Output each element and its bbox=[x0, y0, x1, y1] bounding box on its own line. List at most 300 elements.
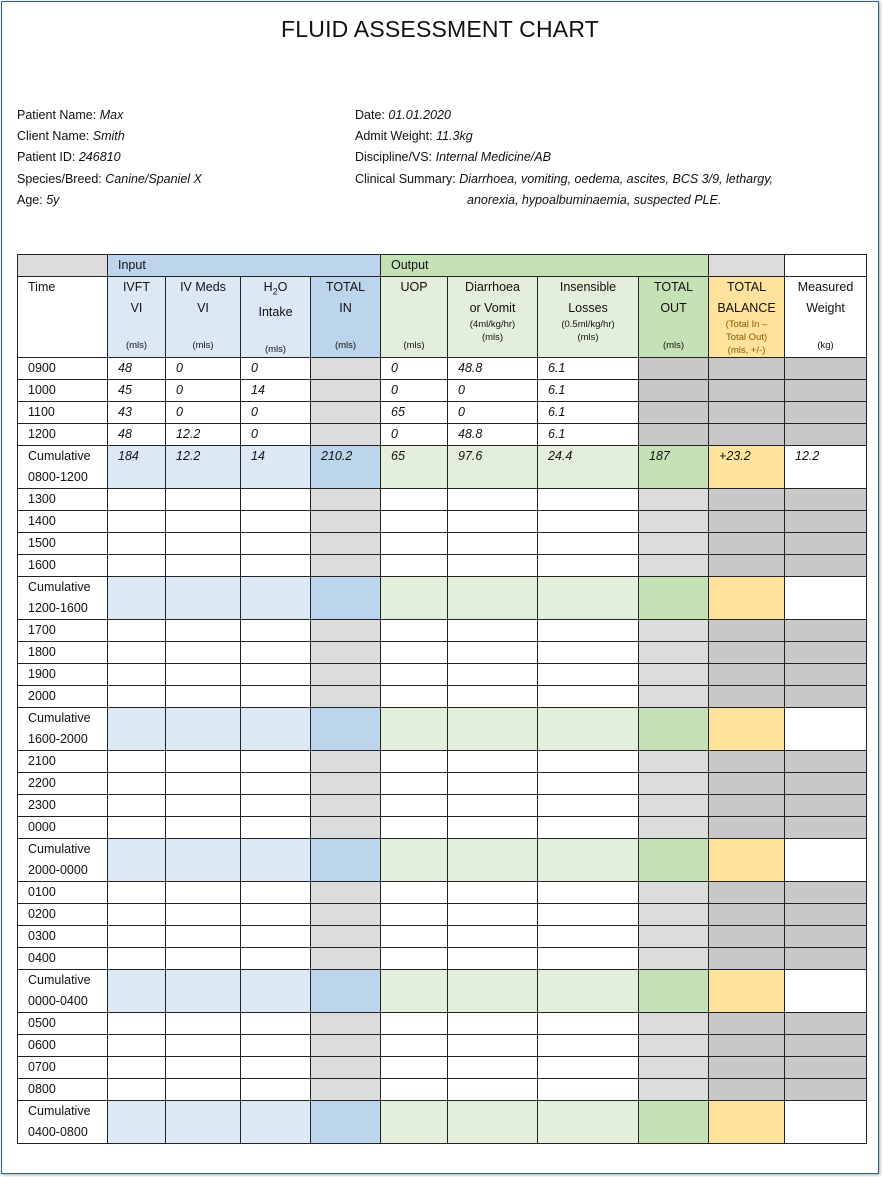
uop-cell[interactable] bbox=[381, 1079, 448, 1101]
cumulative-label bbox=[18, 577, 108, 620]
diarrhoea-vomit-cell[interactable] bbox=[448, 511, 538, 533]
total-in-cell bbox=[311, 686, 381, 708]
cumulative-dv-cell[interactable] bbox=[448, 708, 538, 751]
ivmeds-cell[interactable] bbox=[166, 620, 241, 642]
h2o-cell[interactable] bbox=[241, 751, 311, 773]
cumulative-dv-cell[interactable] bbox=[448, 970, 538, 1013]
uop-cell[interactable] bbox=[381, 926, 448, 948]
table-row bbox=[18, 358, 867, 380]
ivft-cell[interactable] bbox=[108, 773, 166, 795]
uop-cell[interactable] bbox=[381, 555, 448, 577]
cumulative-balance-cell[interactable] bbox=[709, 839, 785, 882]
h2o-cell[interactable]: 0 bbox=[241, 424, 311, 446]
cumulative-ivmeds-cell[interactable] bbox=[166, 970, 241, 1013]
blank-cell bbox=[709, 255, 785, 277]
table-row bbox=[18, 686, 867, 708]
diarrhoea-vomit-cell[interactable]: 0 bbox=[448, 402, 538, 424]
balance-cell bbox=[709, 642, 785, 664]
insensible-cell[interactable] bbox=[538, 904, 639, 926]
uop-cell[interactable] bbox=[381, 1013, 448, 1035]
cumulative-ins-cell[interactable]: 24.4 bbox=[538, 446, 639, 489]
total-out-cell bbox=[639, 402, 709, 424]
cumulative-total-in-cell[interactable]: 210.2 bbox=[311, 446, 381, 489]
total-out-cell bbox=[639, 926, 709, 948]
ivmeds-cell[interactable] bbox=[166, 795, 241, 817]
balance-cell bbox=[709, 882, 785, 904]
ivmeds-cell[interactable]: 12.2 bbox=[166, 424, 241, 446]
ivft-cell[interactable] bbox=[108, 1035, 166, 1057]
ivmeds-cell[interactable]: 0 bbox=[166, 358, 241, 380]
diarrhoea-vomit-cell[interactable] bbox=[448, 817, 538, 839]
uop-cell[interactable]: 0 bbox=[381, 380, 448, 402]
cumulative-ivft-cell[interactable] bbox=[108, 970, 166, 1013]
ivmeds-cell[interactable] bbox=[166, 642, 241, 664]
cumulative-weight-cell[interactable] bbox=[785, 1101, 867, 1144]
ivft-cell[interactable] bbox=[108, 642, 166, 664]
diarrhoea-vomit-cell[interactable] bbox=[448, 1057, 538, 1079]
label: Date: bbox=[355, 108, 385, 122]
total-out-cell bbox=[639, 751, 709, 773]
diarrhoea-vomit-cell[interactable] bbox=[448, 1035, 538, 1057]
h2o-cell[interactable]: 0 bbox=[241, 358, 311, 380]
total-in-cell bbox=[311, 402, 381, 424]
header-line: IV Meds bbox=[180, 280, 226, 294]
total-in-cell bbox=[311, 380, 381, 402]
uop-header bbox=[381, 277, 448, 358]
cumulative-label-line2: 0800-1200 bbox=[28, 470, 88, 484]
diarrhoea-vomit-cell[interactable] bbox=[448, 686, 538, 708]
ivft-cell[interactable] bbox=[108, 1079, 166, 1101]
uop-cell[interactable] bbox=[381, 511, 448, 533]
h2o-cell[interactable]: 0 bbox=[241, 402, 311, 424]
balance-cell bbox=[709, 817, 785, 839]
cumulative-label bbox=[18, 1101, 108, 1144]
cumulative-weight-cell[interactable] bbox=[785, 970, 867, 1013]
diarrhoea-vomit-cell[interactable] bbox=[448, 533, 538, 555]
cumulative-balance-cell[interactable] bbox=[709, 577, 785, 620]
date-row bbox=[355, 105, 773, 126]
fluid-chart-page bbox=[1, 1, 879, 1174]
ivft-cell[interactable] bbox=[108, 948, 166, 970]
h2o-cell[interactable] bbox=[241, 489, 311, 511]
uop-cell[interactable] bbox=[381, 642, 448, 664]
label: Patient Name: bbox=[17, 108, 97, 122]
weight-cell bbox=[785, 795, 867, 817]
date: 01.01.2020 bbox=[388, 108, 451, 122]
weight-cell bbox=[785, 424, 867, 446]
header-line: O bbox=[277, 280, 288, 294]
ivmeds-cell[interactable] bbox=[166, 751, 241, 773]
h2o-cell[interactable] bbox=[241, 555, 311, 577]
cumulative-balance-cell[interactable] bbox=[709, 1101, 785, 1144]
ivft-cell[interactable] bbox=[108, 751, 166, 773]
diarrhoea-vomit-cell[interactable] bbox=[448, 773, 538, 795]
cumulative-total-in-cell[interactable] bbox=[311, 970, 381, 1013]
uop-cell[interactable] bbox=[381, 795, 448, 817]
total-out-cell bbox=[639, 664, 709, 686]
patient-info bbox=[17, 105, 202, 211]
header-line: TOTAL bbox=[653, 280, 694, 294]
h2o-cell[interactable] bbox=[241, 1013, 311, 1035]
summary-row-2 bbox=[355, 190, 773, 211]
ivmeds-cell[interactable]: 0 bbox=[166, 380, 241, 402]
total-in-cell bbox=[311, 1013, 381, 1035]
insensible-cell[interactable] bbox=[538, 664, 639, 686]
h2o-cell[interactable] bbox=[241, 773, 311, 795]
table-row bbox=[18, 882, 867, 904]
weight-cell bbox=[785, 904, 867, 926]
cumulative-h2o-cell[interactable] bbox=[241, 970, 311, 1013]
label: Age: bbox=[17, 192, 43, 207]
ivmeds-cell[interactable] bbox=[166, 555, 241, 577]
weight-cell bbox=[785, 882, 867, 904]
diarrhoea-vomit-header bbox=[448, 277, 538, 358]
header-line: or Vomit bbox=[469, 300, 516, 315]
table-row bbox=[18, 926, 867, 948]
h2o-cell[interactable] bbox=[241, 664, 311, 686]
ivft-cell[interactable]: 48 bbox=[108, 424, 166, 446]
table-row bbox=[18, 817, 867, 839]
total-in-cell bbox=[311, 664, 381, 686]
ivft-cell[interactable] bbox=[108, 1057, 166, 1079]
ivft-cell[interactable] bbox=[108, 882, 166, 904]
balance-cell bbox=[709, 751, 785, 773]
h2o-cell[interactable] bbox=[241, 642, 311, 664]
cumulative-row bbox=[18, 446, 867, 489]
cumulative-label bbox=[18, 708, 108, 751]
cumulative-uop-cell[interactable] bbox=[381, 970, 448, 1013]
ivmeds-cell[interactable] bbox=[166, 926, 241, 948]
h2o-cell[interactable] bbox=[241, 1035, 311, 1057]
unit-label: Total Out) bbox=[725, 332, 768, 343]
insensible-cell[interactable] bbox=[538, 751, 639, 773]
cumulative-total-out-cell[interactable] bbox=[639, 970, 709, 1013]
uop-cell[interactable] bbox=[381, 686, 448, 708]
ivmeds-cell[interactable] bbox=[166, 948, 241, 970]
time-cell: 2200 bbox=[18, 773, 108, 795]
time-cell: 1100 bbox=[18, 402, 108, 424]
weight-cell bbox=[785, 1013, 867, 1035]
unit-label: (mls, +/-) bbox=[727, 345, 766, 356]
insensible-cell[interactable]: 6.1 bbox=[538, 402, 639, 424]
ivft-cell[interactable]: 43 bbox=[108, 402, 166, 424]
diarrhoea-vomit-cell[interactable] bbox=[448, 1013, 538, 1035]
cumulative-h2o-cell[interactable] bbox=[241, 839, 311, 882]
weight-cell bbox=[785, 489, 867, 511]
header-line: Losses bbox=[568, 300, 608, 315]
cumulative-total-out-cell[interactable] bbox=[639, 577, 709, 620]
cumulative-h2o-cell[interactable]: 14 bbox=[241, 446, 311, 489]
h2o-cell[interactable] bbox=[241, 511, 311, 533]
ivmeds-cell[interactable] bbox=[166, 1057, 241, 1079]
cumulative-weight-cell[interactable]: 12.2 bbox=[785, 446, 867, 489]
ivmeds-cell[interactable]: 0 bbox=[166, 402, 241, 424]
weight-cell bbox=[785, 1057, 867, 1079]
insensible-cell[interactable] bbox=[538, 555, 639, 577]
cumulative-ins-cell[interactable] bbox=[538, 970, 639, 1013]
cumulative-ivmeds-cell[interactable] bbox=[166, 1101, 241, 1144]
uop-cell[interactable] bbox=[381, 620, 448, 642]
cumulative-h2o-cell[interactable] bbox=[241, 577, 311, 620]
header-line: VI bbox=[130, 300, 143, 315]
unit-label: (mls) bbox=[334, 339, 357, 351]
h2o-cell[interactable] bbox=[241, 948, 311, 970]
h2o-cell[interactable] bbox=[241, 533, 311, 555]
insensible-cell[interactable] bbox=[538, 1035, 639, 1057]
insensible-cell[interactable]: 6.1 bbox=[538, 424, 639, 446]
cumulative-label-line2: 0400-0800 bbox=[28, 1125, 88, 1139]
insensible-cell[interactable] bbox=[538, 817, 639, 839]
ivft-cell[interactable] bbox=[108, 533, 166, 555]
h2o-cell[interactable] bbox=[241, 926, 311, 948]
cumulative-total-out-cell[interactable] bbox=[639, 1101, 709, 1144]
insensible-cell[interactable] bbox=[538, 773, 639, 795]
ivmeds-cell[interactable] bbox=[166, 1079, 241, 1101]
h2o-cell[interactable] bbox=[241, 1057, 311, 1079]
diarrhoea-vomit-cell[interactable]: 48.8 bbox=[448, 424, 538, 446]
insensible-cell[interactable] bbox=[538, 926, 639, 948]
ivft-cell[interactable] bbox=[108, 489, 166, 511]
cumulative-weight-cell[interactable] bbox=[785, 577, 867, 620]
cumulative-total-out-cell[interactable] bbox=[639, 839, 709, 882]
insensible-cell[interactable] bbox=[538, 1013, 639, 1035]
uop-cell[interactable]: 0 bbox=[381, 358, 448, 380]
total-in-cell bbox=[311, 1035, 381, 1057]
cumulative-ivmeds-cell[interactable] bbox=[166, 708, 241, 751]
cumulative-balance-cell[interactable]: +23.2 bbox=[709, 446, 785, 489]
ivft-cell[interactable] bbox=[108, 904, 166, 926]
ivft-cell[interactable] bbox=[108, 795, 166, 817]
h2o-cell[interactable] bbox=[241, 882, 311, 904]
diarrhoea-vomit-cell[interactable] bbox=[448, 882, 538, 904]
cumulative-ins-cell[interactable] bbox=[538, 839, 639, 882]
cumulative-dv-cell[interactable]: 97.6 bbox=[448, 446, 538, 489]
discipline-row bbox=[355, 147, 773, 168]
cumulative-uop-cell[interactable] bbox=[381, 1101, 448, 1144]
insensible-cell[interactable]: 6.1 bbox=[538, 380, 639, 402]
cumulative-uop-cell[interactable] bbox=[381, 839, 448, 882]
h2o-cell[interactable] bbox=[241, 620, 311, 642]
header-line: VI bbox=[197, 300, 209, 315]
ivmeds-cell[interactable] bbox=[166, 904, 241, 926]
h2o-cell[interactable] bbox=[241, 1079, 311, 1101]
ivmeds-cell[interactable] bbox=[166, 664, 241, 686]
table-row bbox=[18, 424, 867, 446]
diarrhoea-vomit-cell[interactable] bbox=[448, 620, 538, 642]
insensible-cell[interactable] bbox=[538, 620, 639, 642]
uop-cell[interactable] bbox=[381, 948, 448, 970]
header-line: Weight bbox=[806, 300, 845, 315]
diarrhoea-vomit-cell[interactable] bbox=[448, 751, 538, 773]
insensible-cell[interactable] bbox=[538, 642, 639, 664]
summary-row bbox=[355, 169, 773, 190]
cumulative-uop-cell[interactable]: 65 bbox=[381, 446, 448, 489]
cumulative-total-in-cell[interactable] bbox=[311, 1101, 381, 1144]
time-cell: 1000 bbox=[18, 380, 108, 402]
time-cell: 1200 bbox=[18, 424, 108, 446]
header-line: UOP bbox=[400, 280, 428, 294]
diarrhoea-vomit-cell[interactable] bbox=[448, 555, 538, 577]
cumulative-total-out-cell[interactable] bbox=[639, 708, 709, 751]
cumulative-dv-cell[interactable] bbox=[448, 839, 538, 882]
ivmeds-cell[interactable] bbox=[166, 533, 241, 555]
weight-cell bbox=[785, 358, 867, 380]
uop-cell[interactable] bbox=[381, 489, 448, 511]
label: Admit Weight: bbox=[355, 129, 433, 144]
ivmeds-cell[interactable] bbox=[166, 1013, 241, 1035]
time-cell: 2100 bbox=[18, 751, 108, 773]
cumulative-uop-cell[interactable] bbox=[381, 577, 448, 620]
cumulative-ivmeds-cell[interactable] bbox=[166, 577, 241, 620]
ivmeds-cell[interactable] bbox=[166, 686, 241, 708]
uop-cell[interactable] bbox=[381, 664, 448, 686]
cumulative-balance-cell[interactable] bbox=[709, 708, 785, 751]
uop-cell[interactable]: 65 bbox=[381, 402, 448, 424]
cumulative-label bbox=[18, 970, 108, 1013]
cumulative-total-in-cell[interactable] bbox=[311, 708, 381, 751]
patient-id: 246810 bbox=[78, 150, 121, 165]
fluid-table bbox=[17, 254, 867, 1144]
cumulative-ins-cell[interactable] bbox=[538, 1101, 639, 1144]
total-in-cell bbox=[311, 533, 381, 555]
cumulative-ins-cell[interactable] bbox=[538, 577, 639, 620]
h2o-cell[interactable] bbox=[241, 817, 311, 839]
insensible-cell[interactable]: 6.1 bbox=[538, 358, 639, 380]
insensible-cell[interactable] bbox=[538, 882, 639, 904]
ivft-cell[interactable] bbox=[108, 511, 166, 533]
insensible-cell[interactable] bbox=[538, 1057, 639, 1079]
ivmeds-cell[interactable] bbox=[166, 882, 241, 904]
ivft-cell[interactable] bbox=[108, 1013, 166, 1035]
insensible-cell[interactable] bbox=[538, 489, 639, 511]
time-cell: 1400 bbox=[18, 511, 108, 533]
total-in-header bbox=[311, 277, 381, 358]
insensible-cell[interactable] bbox=[538, 533, 639, 555]
cumulative-total-in-cell[interactable] bbox=[311, 577, 381, 620]
diarrhoea-vomit-cell[interactable] bbox=[448, 904, 538, 926]
cumulative-h2o-cell[interactable] bbox=[241, 708, 311, 751]
ivft-cell[interactable]: 48 bbox=[108, 358, 166, 380]
insensible-cell[interactable] bbox=[538, 795, 639, 817]
diarrhoea-vomit-cell[interactable] bbox=[448, 489, 538, 511]
weight-cell bbox=[785, 642, 867, 664]
h2o-cell[interactable] bbox=[241, 904, 311, 926]
unit-label: (kg) bbox=[817, 339, 834, 351]
header-line: Measured bbox=[797, 280, 854, 294]
balance-cell bbox=[709, 773, 785, 795]
insensible-cell[interactable] bbox=[538, 1079, 639, 1101]
label: Patient ID: bbox=[17, 150, 76, 165]
cumulative-weight-cell[interactable] bbox=[785, 839, 867, 882]
weight-cell bbox=[785, 511, 867, 533]
diarrhoea-vomit-cell[interactable] bbox=[448, 642, 538, 664]
cumulative-ivmeds-cell[interactable] bbox=[166, 839, 241, 882]
time-cell: 0900 bbox=[18, 358, 108, 380]
diarrhoea-vomit-cell[interactable] bbox=[448, 948, 538, 970]
balance-cell bbox=[709, 380, 785, 402]
insensible-cell[interactable] bbox=[538, 948, 639, 970]
measured-weight-header bbox=[785, 277, 867, 358]
diarrhoea-vomit-cell[interactable]: 48.8 bbox=[448, 358, 538, 380]
diarrhoea-vomit-cell[interactable] bbox=[448, 664, 538, 686]
unit-label: (mls) bbox=[481, 332, 504, 343]
cumulative-weight-cell[interactable] bbox=[785, 708, 867, 751]
balance-cell bbox=[709, 620, 785, 642]
h2o-header bbox=[241, 277, 311, 358]
ivmeds-cell[interactable] bbox=[166, 511, 241, 533]
ivmeds-cell[interactable] bbox=[166, 489, 241, 511]
ivft-header bbox=[108, 277, 166, 358]
cumulative-dv-cell[interactable] bbox=[448, 577, 538, 620]
ivft-cell[interactable] bbox=[108, 664, 166, 686]
ivft-cell[interactable] bbox=[108, 686, 166, 708]
ivft-cell[interactable] bbox=[108, 817, 166, 839]
client-name-row bbox=[17, 126, 202, 147]
cumulative-ivft-cell[interactable] bbox=[108, 708, 166, 751]
table-row bbox=[18, 1013, 867, 1035]
cumulative-label-line1: Cumulative bbox=[28, 711, 91, 725]
total-in-cell bbox=[311, 511, 381, 533]
species-breed: Canine/Spaniel X bbox=[105, 171, 202, 186]
cumulative-dv-cell[interactable] bbox=[448, 1101, 538, 1144]
ivft-cell[interactable] bbox=[108, 926, 166, 948]
ivft-cell[interactable]: 45 bbox=[108, 380, 166, 402]
uop-cell[interactable] bbox=[381, 882, 448, 904]
diarrhoea-vomit-cell[interactable] bbox=[448, 795, 538, 817]
total-in-cell bbox=[311, 1079, 381, 1101]
uop-cell[interactable]: 0 bbox=[381, 424, 448, 446]
cumulative-h2o-cell[interactable] bbox=[241, 1101, 311, 1144]
uop-cell[interactable] bbox=[381, 533, 448, 555]
ivmeds-cell[interactable] bbox=[166, 817, 241, 839]
diarrhoea-vomit-cell[interactable] bbox=[448, 926, 538, 948]
h2o-cell[interactable] bbox=[241, 795, 311, 817]
uop-cell[interactable] bbox=[381, 751, 448, 773]
ivmeds-cell[interactable] bbox=[166, 1035, 241, 1057]
total-out-cell bbox=[639, 904, 709, 926]
cumulative-ivmeds-cell[interactable]: 12.2 bbox=[166, 446, 241, 489]
clinical-summary-line2: anorexia, hypoalbuminaemia, suspected PLE. bbox=[467, 192, 722, 207]
ivmeds-cell[interactable] bbox=[166, 773, 241, 795]
ivft-cell[interactable] bbox=[108, 620, 166, 642]
cumulative-total-out-cell[interactable]: 187 bbox=[639, 446, 709, 489]
diarrhoea-vomit-cell[interactable]: 0 bbox=[448, 380, 538, 402]
ivft-cell[interactable] bbox=[108, 555, 166, 577]
cumulative-ivft-cell[interactable] bbox=[108, 577, 166, 620]
uop-cell[interactable] bbox=[381, 1035, 448, 1057]
cumulative-total-in-cell[interactable] bbox=[311, 839, 381, 882]
cumulative-uop-cell[interactable] bbox=[381, 708, 448, 751]
time-header: Time bbox=[18, 277, 108, 358]
insensible-cell[interactable] bbox=[538, 511, 639, 533]
diarrhoea-vomit-cell[interactable] bbox=[448, 1079, 538, 1101]
uop-cell[interactable] bbox=[381, 904, 448, 926]
cumulative-ins-cell[interactable] bbox=[538, 708, 639, 751]
total-out-cell bbox=[639, 489, 709, 511]
input-group-header: Input bbox=[108, 255, 381, 277]
uop-cell[interactable] bbox=[381, 773, 448, 795]
uop-cell[interactable] bbox=[381, 817, 448, 839]
insensible-cell[interactable] bbox=[538, 686, 639, 708]
cumulative-ivft-cell[interactable] bbox=[108, 1101, 166, 1144]
cumulative-ivft-cell[interactable] bbox=[108, 839, 166, 882]
age: 5y bbox=[46, 192, 60, 207]
h2o-cell[interactable] bbox=[241, 686, 311, 708]
uop-cell[interactable] bbox=[381, 1057, 448, 1079]
h2o-cell[interactable]: 14 bbox=[241, 380, 311, 402]
cumulative-balance-cell[interactable] bbox=[709, 970, 785, 1013]
cumulative-ivft-cell[interactable]: 184 bbox=[108, 446, 166, 489]
